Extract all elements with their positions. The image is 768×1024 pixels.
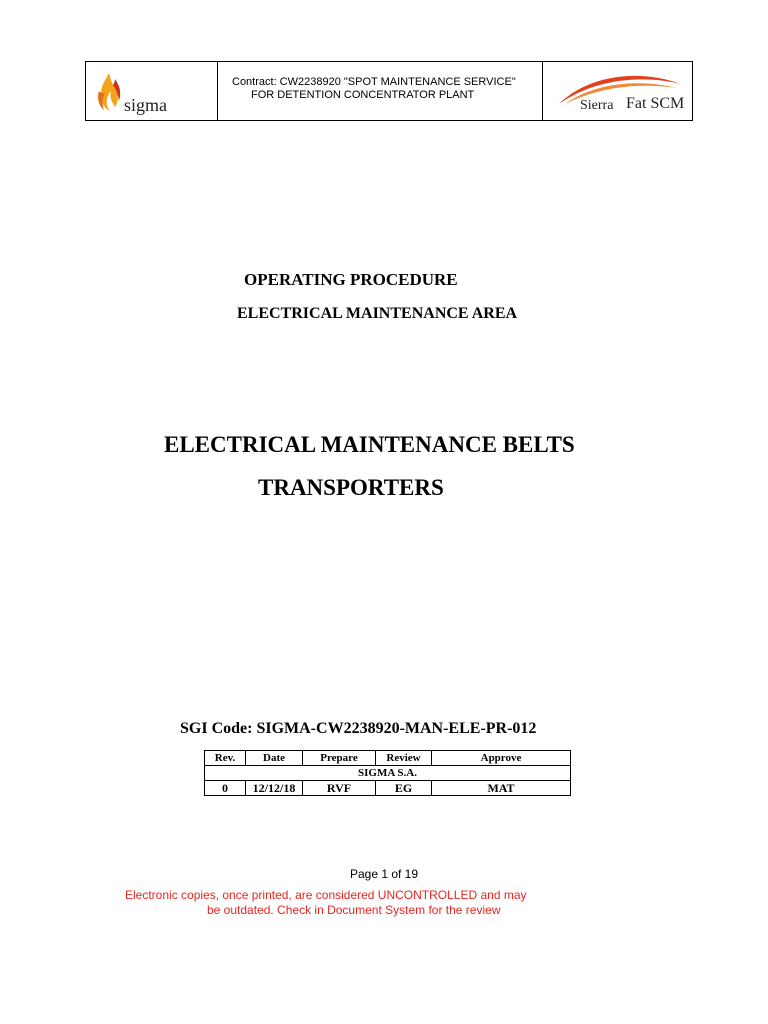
value-date: 12/12/18 xyxy=(246,781,303,796)
document-title-line-2: TRANSPORTERS xyxy=(258,475,444,500)
sierra-logo xyxy=(551,68,687,116)
page-number: Page 1 of 19 xyxy=(349,867,419,881)
contract-line-1: Contract: CW2238920 "SPOT MAINTENANCE SERVICE" xyxy=(232,76,516,88)
sigma-wordmark: sigma xyxy=(124,95,167,115)
header-approve: Approve xyxy=(432,751,571,766)
operating-procedure-title: OPERATING PROCEDURE xyxy=(244,270,458,289)
revision-header-row xyxy=(205,751,571,766)
header-left-cell xyxy=(86,62,218,120)
sigma-logo xyxy=(92,68,212,116)
value-prepare: RVF xyxy=(303,781,376,796)
uncontrolled-notice-line-2: be outdated. Check in Document System for the review xyxy=(207,903,501,917)
document-title-line-1: ELECTRICAL MAINTENANCE BELTS xyxy=(164,432,575,457)
header-prepare: Prepare xyxy=(303,751,376,766)
document-header xyxy=(85,61,693,121)
contract-line-2: FOR DETENTION CONCENTRATOR PLANT xyxy=(251,89,475,101)
flame-icon xyxy=(95,71,123,113)
sgi-code: SGI Code: SIGMA-CW2238920-MAN-ELE-PR-012 xyxy=(180,720,537,737)
maintenance-area-title: ELECTRICAL MAINTENANCE AREA xyxy=(237,305,518,322)
fat-scm-word: Fat SCM xyxy=(626,95,685,112)
contract-text xyxy=(218,76,542,102)
header-date: Date xyxy=(246,751,303,766)
revision-table xyxy=(204,750,571,796)
value-approve: MAT xyxy=(432,781,571,796)
company-name: SIGMA S.A. xyxy=(205,766,571,781)
header-review: Review xyxy=(376,751,432,766)
revision-values-row xyxy=(205,781,571,796)
value-rev: 0 xyxy=(205,781,246,796)
sierra-word: Sierra xyxy=(580,98,614,113)
header-right-cell xyxy=(543,62,692,120)
header-contract-cell xyxy=(218,62,543,120)
value-review: EG xyxy=(376,781,432,796)
header-rev: Rev. xyxy=(205,751,246,766)
revision-company-row xyxy=(205,766,571,781)
uncontrolled-notice-line-1: Electronic copies, once printed, are considered UNCONTROLLED and may xyxy=(125,888,527,902)
